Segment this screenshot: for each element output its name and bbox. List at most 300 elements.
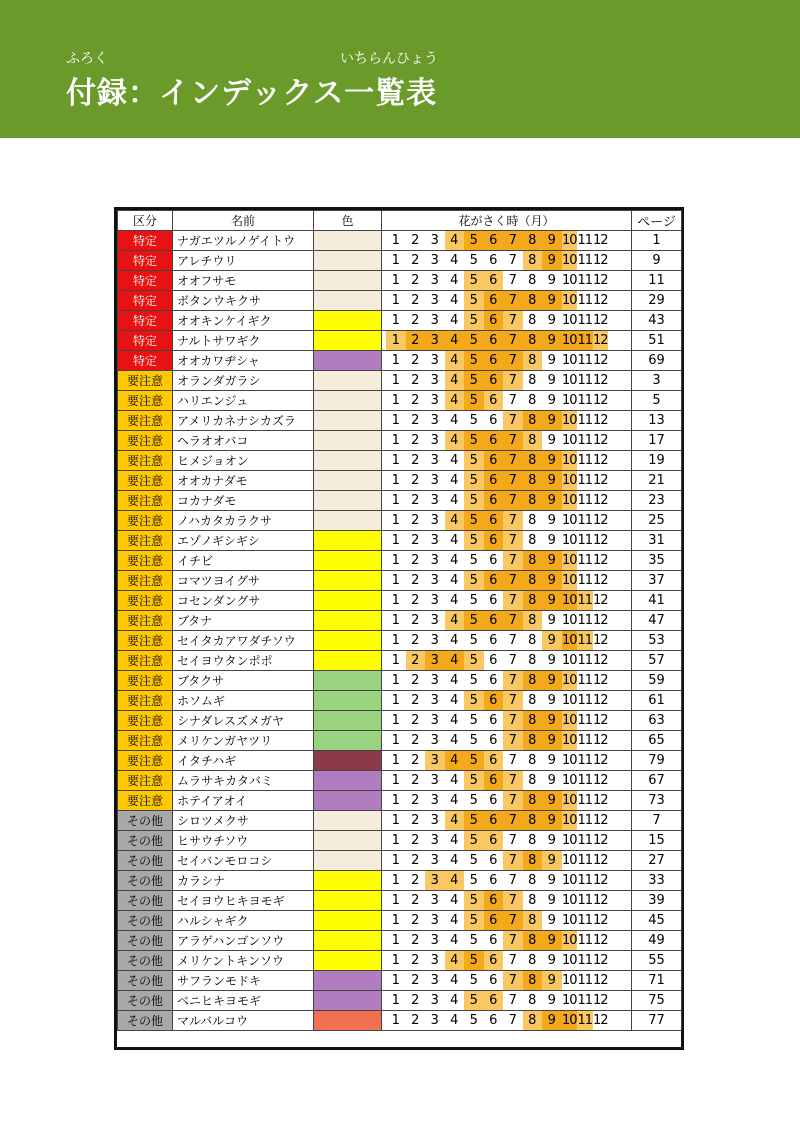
month-cell-10: 10 (561, 533, 577, 548)
month-cell-7: 7 (503, 371, 523, 390)
month-cell-4: 4 (445, 231, 465, 250)
month-cell-3: 3 (430, 633, 439, 648)
page-number: 71 (632, 971, 682, 991)
month-cell-11: 11 (577, 413, 593, 428)
bloom-months (382, 431, 632, 451)
month-cell-10: 10 (561, 613, 577, 628)
month-cell-2: 2 (411, 313, 420, 328)
table-row (118, 771, 682, 791)
month-cell-1: 1 (391, 673, 400, 688)
month-cell-1: 1 (391, 913, 400, 928)
month-cell-3: 3 (430, 433, 439, 448)
month-cell-11: 11 (577, 693, 593, 708)
month-cell-12: 12 (592, 673, 608, 688)
month-cell-12: 12 (592, 633, 608, 648)
month-cell-8: 8 (523, 571, 543, 590)
month-cell-12: 12 (592, 233, 608, 248)
page-number: 57 (632, 651, 682, 671)
month-cell-9: 9 (542, 571, 562, 590)
page-number: 41 (632, 591, 682, 611)
plant-name: オオキンケイギク (173, 311, 314, 331)
month-cell-6: 6 (484, 371, 504, 390)
month-cell-11: 11 (577, 373, 593, 388)
month-cell-1: 1 (391, 253, 400, 268)
month-cell-2: 2 (411, 353, 420, 368)
month-cell-11: 11 (577, 813, 593, 828)
month-cell-4: 4 (450, 633, 459, 648)
month-cell-8: 8 (528, 833, 537, 848)
month-cell-5: 5 (464, 911, 484, 930)
bloom-months (382, 1011, 632, 1031)
month-cell-2: 2 (411, 913, 420, 928)
bloom-months (382, 611, 632, 631)
month-cell-5: 5 (469, 933, 478, 948)
month-cell-1: 1 (391, 233, 400, 248)
month-cell-2: 2 (411, 233, 420, 248)
month-cell-5: 5 (464, 611, 484, 630)
month-cell-11: 11 (577, 833, 593, 848)
month-cell-12: 12 (592, 573, 608, 588)
month-cell-11: 11 (577, 313, 593, 328)
month-cell-9: 9 (547, 693, 556, 708)
month-cell-8: 8 (528, 393, 537, 408)
bloom-months (382, 691, 632, 711)
plant-name: ハルシャギク (173, 911, 314, 931)
month-cell-4: 4 (450, 553, 459, 568)
month-cell-9: 9 (547, 993, 556, 1008)
month-cell-4: 4 (445, 431, 465, 450)
month-cell-3: 3 (430, 533, 439, 548)
header-color: 色 (314, 211, 382, 231)
month-cell-12: 12 (592, 953, 608, 968)
month-cell-9: 9 (547, 273, 556, 288)
category-badge-youchui: 要注意 (118, 411, 173, 431)
flower-color-swatch (314, 311, 382, 331)
month-cell-9: 9 (547, 953, 556, 968)
bloom-months (382, 531, 632, 551)
month-cell-1: 1 (391, 973, 400, 988)
plant-name: オオカワヂシャ (173, 351, 314, 371)
month-cell-8: 8 (523, 731, 543, 750)
month-cell-6: 6 (484, 531, 504, 550)
month-cell-5: 5 (464, 651, 484, 670)
month-cell-9: 9 (542, 731, 562, 750)
table-header-row (118, 211, 682, 231)
plant-name: イタチハギ (173, 751, 314, 771)
category-badge-youchui: 要注意 (118, 371, 173, 391)
table-row (118, 311, 682, 331)
month-cell-10: 10 (561, 393, 577, 408)
month-cell-4: 4 (450, 733, 459, 748)
month-cell-8: 8 (528, 893, 537, 908)
month-cell-8: 8 (523, 551, 543, 570)
month-cell-7: 7 (503, 591, 523, 610)
month-cell-4: 4 (450, 973, 459, 988)
month-cell-8: 8 (528, 513, 537, 528)
bloom-months (382, 231, 632, 251)
month-cell-2: 2 (411, 373, 420, 388)
page-number: 5 (632, 391, 682, 411)
month-cell-6: 6 (489, 733, 498, 748)
month-cell-3: 3 (430, 1013, 439, 1028)
month-cell-9: 9 (547, 373, 556, 388)
month-cell-1: 1 (391, 1013, 400, 1028)
month-cell-1: 1 (391, 593, 400, 608)
month-cell-4: 4 (450, 593, 459, 608)
bloom-months (382, 371, 632, 391)
bloom-months (382, 551, 632, 571)
page-number: 51 (632, 331, 682, 351)
month-cell-4: 4 (450, 273, 459, 288)
month-cell-7: 7 (503, 331, 523, 350)
table-row (118, 631, 682, 651)
month-cell-2: 2 (411, 673, 420, 688)
page-number: 67 (632, 771, 682, 791)
month-cell-3: 3 (430, 853, 439, 868)
plant-name: セイタカアワダチソウ (173, 631, 314, 651)
month-cell-3: 3 (430, 913, 439, 928)
flower-color-swatch (314, 371, 382, 391)
flower-color-swatch (314, 611, 382, 631)
month-cell-11: 11 (577, 1013, 593, 1028)
month-cell-4: 4 (450, 793, 459, 808)
month-cell-3: 3 (430, 293, 439, 308)
flower-color-swatch (314, 251, 382, 271)
month-cell-12: 12 (592, 773, 608, 788)
category-badge-youchui: 要注意 (118, 631, 173, 651)
month-cell-12: 12 (592, 473, 608, 488)
month-cell-8: 8 (523, 791, 543, 810)
month-cell-10: 10 (561, 433, 577, 448)
month-cell-7: 7 (508, 873, 517, 888)
table-row (118, 851, 682, 871)
month-cell-12: 12 (592, 693, 608, 708)
flower-color-swatch (314, 551, 382, 571)
month-cell-12: 12 (592, 1013, 608, 1028)
bloom-months (382, 331, 632, 351)
month-cell-6: 6 (489, 633, 498, 648)
page-header (0, 0, 800, 138)
month-cell-11: 11 (577, 573, 593, 588)
flower-color-swatch (314, 671, 382, 691)
flower-color-swatch (314, 731, 382, 751)
table-body (118, 231, 682, 1031)
month-cell-6: 6 (489, 713, 498, 728)
month-cell-6: 6 (489, 653, 498, 668)
month-cell-9: 9 (542, 331, 562, 350)
category-badge-tokutei: 特定 (118, 291, 173, 311)
month-cell-3: 3 (430, 573, 439, 588)
month-cell-10: 10 (561, 853, 577, 868)
month-cell-4: 4 (450, 913, 459, 928)
month-cell-2: 2 (411, 833, 420, 848)
month-cell-9: 9 (542, 231, 562, 250)
month-cell-11: 11 (577, 253, 593, 268)
plant-name: オオフサモ (173, 271, 314, 291)
month-cell-4: 4 (450, 453, 459, 468)
month-cell-8: 8 (523, 431, 543, 450)
month-cell-3: 3 (425, 651, 445, 670)
month-cell-11: 11 (577, 513, 593, 528)
month-cell-5: 5 (464, 531, 484, 550)
month-cell-2: 2 (411, 613, 420, 628)
month-cell-6: 6 (484, 271, 504, 290)
month-cell-3: 3 (430, 513, 439, 528)
month-cell-8: 8 (528, 873, 537, 888)
month-cell-10: 10 (561, 353, 577, 368)
plant-name: ムラサキカタバミ (173, 771, 314, 791)
header-category: 区分 (118, 211, 173, 231)
flower-color-swatch (314, 711, 382, 731)
month-cell-11: 11 (577, 793, 593, 808)
month-cell-11: 11 (577, 453, 593, 468)
month-cell-10: 10 (561, 513, 577, 528)
month-cell-11: 11 (577, 393, 593, 408)
month-cell-10: 10 (561, 293, 577, 308)
month-cell-12: 12 (592, 493, 608, 508)
bloom-months (382, 451, 632, 471)
table-row (118, 271, 682, 291)
month-cell-12: 12 (592, 993, 608, 1008)
month-cell-5: 5 (469, 633, 478, 648)
plant-name: ブタクサ (173, 671, 314, 691)
category-badge-youchui: 要注意 (118, 551, 173, 571)
month-cell-3: 3 (430, 773, 439, 788)
month-cell-7: 7 (503, 971, 523, 990)
flower-color-swatch (314, 571, 382, 591)
month-cell-12: 12 (592, 273, 608, 288)
month-cell-3: 3 (430, 733, 439, 748)
month-cell-3: 3 (430, 933, 439, 948)
bloom-months (382, 671, 632, 691)
plant-name: シロツメクサ (173, 811, 314, 831)
month-cell-4: 4 (445, 511, 465, 530)
month-cell-2: 2 (411, 793, 420, 808)
table-row (118, 711, 682, 731)
month-cell-3: 3 (430, 273, 439, 288)
month-cell-10: 10 (561, 913, 577, 928)
plant-name: ハリエンジュ (173, 391, 314, 411)
month-cell-7: 7 (503, 231, 523, 250)
month-cell-5: 5 (464, 391, 484, 410)
month-cell-7: 7 (503, 771, 523, 790)
month-cell-1: 1 (391, 773, 400, 788)
month-cell-9: 9 (542, 811, 562, 830)
month-cell-4: 4 (450, 833, 459, 848)
flower-color-swatch (314, 971, 382, 991)
month-cell-1: 1 (391, 713, 400, 728)
category-badge-youchui: 要注意 (118, 471, 173, 491)
page-number: 35 (632, 551, 682, 571)
flower-color-swatch (314, 831, 382, 851)
month-cell-12: 12 (592, 333, 608, 348)
month-cell-11: 11 (577, 713, 593, 728)
table-row (118, 671, 682, 691)
month-cell-5: 5 (464, 451, 484, 470)
month-cell-7: 7 (508, 253, 517, 268)
month-cell-3: 3 (430, 453, 439, 468)
category-badge-sonota: その他 (118, 831, 173, 851)
category-badge-youchui: 要注意 (118, 391, 173, 411)
month-cell-8: 8 (523, 611, 543, 630)
category-badge-youchui: 要注意 (118, 511, 173, 531)
plant-name: サフランモドキ (173, 971, 314, 991)
month-cell-4: 4 (445, 871, 465, 890)
month-cell-8: 8 (523, 231, 543, 250)
month-cell-2: 2 (411, 713, 420, 728)
month-cell-8: 8 (528, 993, 537, 1008)
month-cell-12: 12 (592, 933, 608, 948)
index-table (117, 210, 682, 1031)
month-cell-7: 7 (503, 791, 523, 810)
month-cell-12: 12 (592, 613, 608, 628)
month-cell-4: 4 (450, 933, 459, 948)
month-cell-10: 10 (561, 253, 577, 268)
month-cell-7: 7 (503, 531, 523, 550)
month-cell-10: 10 (561, 633, 577, 648)
table-row (118, 591, 682, 611)
month-cell-11: 11 (577, 853, 593, 868)
flower-color-swatch (314, 231, 382, 251)
plant-name: イチビ (173, 551, 314, 571)
month-cell-9: 9 (547, 313, 556, 328)
month-cell-5: 5 (469, 793, 478, 808)
month-cell-6: 6 (489, 793, 498, 808)
bloom-months (382, 511, 632, 531)
flower-color-swatch (314, 911, 382, 931)
category-badge-youchui: 要注意 (118, 751, 173, 771)
month-cell-1: 1 (391, 373, 400, 388)
month-cell-11: 11 (577, 473, 593, 488)
month-cell-6: 6 (484, 331, 504, 350)
flower-color-swatch (314, 331, 382, 351)
bloom-months (382, 771, 632, 791)
page-number: 61 (632, 691, 682, 711)
month-cell-3: 3 (430, 253, 439, 268)
flower-color-swatch (314, 451, 382, 471)
month-cell-1: 1 (391, 933, 400, 948)
month-cell-6: 6 (484, 491, 504, 510)
plant-name: メリケンガヤツリ (173, 731, 314, 751)
page-number: 9 (632, 251, 682, 271)
month-cell-3: 3 (430, 413, 439, 428)
month-cell-5: 5 (464, 991, 484, 1010)
month-cell-8: 8 (523, 971, 543, 990)
flower-color-swatch (314, 771, 382, 791)
month-cell-12: 12 (592, 893, 608, 908)
plant-name: アラゲハンゴンソウ (173, 931, 314, 951)
month-cell-7: 7 (503, 851, 523, 870)
plant-name: ボタンウキクサ (173, 291, 314, 311)
table-row (118, 651, 682, 671)
month-cell-11: 11 (577, 553, 593, 568)
month-cell-3: 3 (430, 393, 439, 408)
category-badge-youchui: 要注意 (118, 691, 173, 711)
month-cell-10: 10 (561, 333, 577, 348)
month-cell-2: 2 (411, 453, 420, 468)
page-number: 73 (632, 791, 682, 811)
month-cell-12: 12 (592, 453, 608, 468)
month-cell-2: 2 (411, 813, 420, 828)
table-row (118, 491, 682, 511)
month-cell-5: 5 (464, 231, 484, 250)
bloom-months (382, 631, 632, 651)
month-cell-10: 10 (561, 413, 577, 428)
bloom-months (382, 731, 632, 751)
month-cell-3: 3 (425, 871, 445, 890)
month-cell-1: 1 (391, 753, 400, 768)
month-cell-4: 4 (450, 473, 459, 488)
page-number: 33 (632, 871, 682, 891)
month-cell-12: 12 (592, 973, 608, 988)
bloom-months (382, 251, 632, 271)
month-cell-6: 6 (484, 351, 504, 370)
month-cell-12: 12 (592, 853, 608, 868)
month-cell-6: 6 (489, 973, 498, 988)
month-cell-3: 3 (430, 553, 439, 568)
month-cell-2: 2 (411, 873, 420, 888)
month-cell-2: 2 (411, 473, 420, 488)
month-cell-9: 9 (547, 753, 556, 768)
category-badge-youchui: 要注意 (118, 711, 173, 731)
page-number: 29 (632, 291, 682, 311)
month-cell-12: 12 (592, 253, 608, 268)
bloom-months (382, 751, 632, 771)
flower-color-swatch (314, 471, 382, 491)
flower-color-swatch (314, 391, 382, 411)
month-cell-7: 7 (503, 471, 523, 490)
page-number: 43 (632, 311, 682, 331)
flower-color-swatch (314, 1011, 382, 1031)
plant-name: カラシナ (173, 871, 314, 891)
month-cell-8: 8 (528, 373, 537, 388)
month-cell-5: 5 (469, 713, 478, 728)
plant-name: オオカナダモ (173, 471, 314, 491)
plant-name: オランダガラシ (173, 371, 314, 391)
month-cell-5: 5 (469, 873, 478, 888)
month-cell-2: 2 (411, 293, 420, 308)
month-cell-1: 1 (391, 893, 400, 908)
month-cell-6: 6 (489, 933, 498, 948)
month-cell-2: 2 (411, 773, 420, 788)
month-cell-3: 3 (430, 313, 439, 328)
bloom-months (382, 911, 632, 931)
month-cell-5: 5 (469, 553, 478, 568)
month-cell-10: 10 (561, 373, 577, 388)
month-cell-6: 6 (489, 853, 498, 868)
month-cell-10: 10 (561, 693, 577, 708)
bloom-months (382, 791, 632, 811)
category-badge-youchui: 要注意 (118, 731, 173, 751)
month-cell-11: 11 (577, 293, 593, 308)
bloom-months (382, 291, 632, 311)
plant-name: コカナダモ (173, 491, 314, 511)
month-cell-12: 12 (592, 553, 608, 568)
month-cell-6: 6 (484, 311, 504, 330)
month-cell-1: 1 (391, 733, 400, 748)
month-cell-11: 11 (577, 733, 593, 748)
bloom-months (382, 591, 632, 611)
page-number: 69 (632, 351, 682, 371)
plant-name: ヒサウチソウ (173, 831, 314, 851)
category-badge-tokutei: 特定 (118, 231, 173, 251)
page-number: 17 (632, 431, 682, 451)
table-row (118, 411, 682, 431)
page-number: 3 (632, 371, 682, 391)
month-cell-4: 4 (450, 253, 459, 268)
month-cell-2: 2 (406, 651, 426, 670)
month-cell-1: 1 (391, 693, 400, 708)
